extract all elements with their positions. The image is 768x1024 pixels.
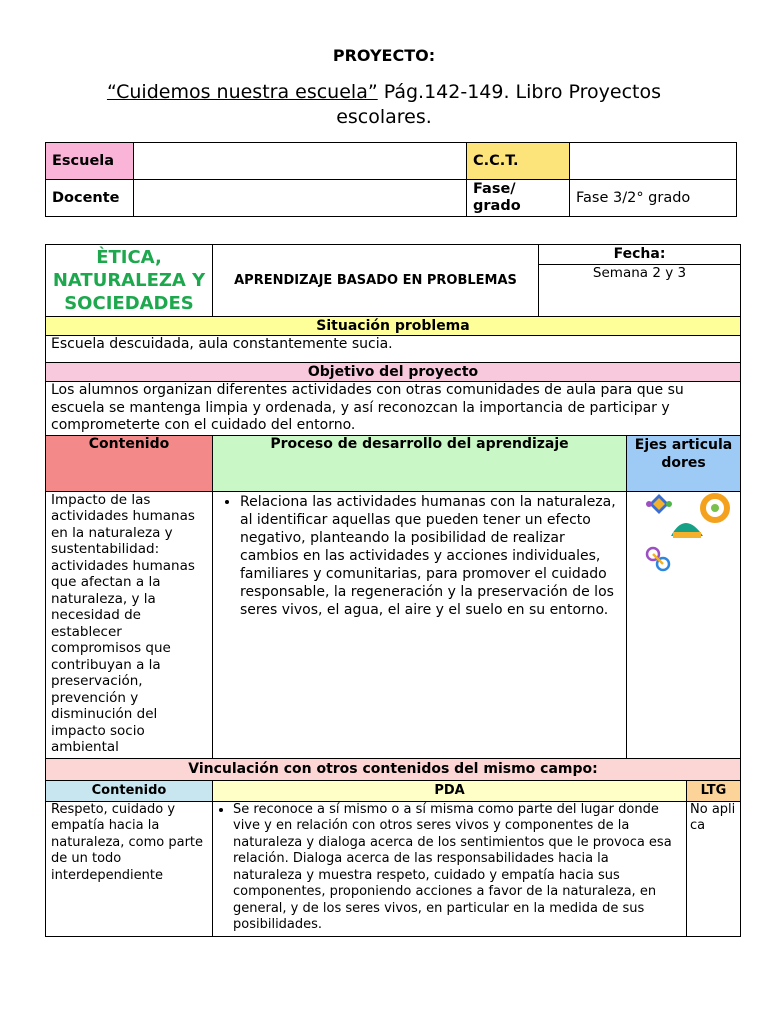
fase-field[interactable]: Fase 3/2° grado: [570, 180, 737, 217]
ejes-icon-3: [671, 523, 703, 538]
ltg-text: No aplica: [687, 801, 741, 936]
page-heading: PROYECTO:: [332, 46, 436, 65]
fecha-value: Semana 2 y 3: [539, 265, 741, 317]
ejes-icon-1: [646, 494, 672, 514]
project-title: [70, 80, 698, 130]
escuela-label: Escuela: [46, 143, 134, 180]
objetivo-text: Los alumnos organizan diferentes actividades con otras comunidades de aula para que su escuela se mantenga limpia y ordenada, y así reconozcan la importancia de participar y comprometerte con el cuidado del entorno.: [46, 382, 741, 436]
ejes-icon-2: [703, 496, 727, 520]
pda-text: • Se reconoce a sí mismo o a sí misma como parte del lugar donde vive y en relación con otros seres vivos y componentes de la naturaleza y dialoga acerca de los sentimientos que le provoca esa relación. Dialoga acerca de las responsabilidades hacia la naturaleza y muestra respeto, cuidado y empatía hacia sus componentes, proponiendo acciones a favor de la naturaleza, en general, y de los seres vivos, en particular en la medida de sus posibilidades.: [233, 802, 682, 934]
situacion-label: Situación problema: [46, 317, 741, 336]
metodologia: APRENDIZAJE BASADO EN PROBLEMAS: [213, 245, 539, 317]
fecha-label: Fecha:: [539, 245, 741, 265]
ltg-header: LTG: [687, 780, 741, 801]
objetivo-label: Objetivo del proyecto: [46, 363, 741, 382]
proceso-cell: [213, 491, 627, 758]
contenido2-text: Respeto, cuidado y empatía hacia la naturaleza, como parte de un todo interdependiente: [46, 801, 213, 936]
ejes-icons-graphic: [627, 492, 741, 592]
project-reference: Pág.142-149. Libro Proyectos escolares.: [336, 81, 662, 128]
project-name: “Cuidemos nuestra escuela”: [106, 81, 378, 103]
ejes-icon-4: [647, 548, 669, 570]
fase-label: Fase/ grado: [467, 180, 570, 217]
proceso-header: Proceso de desarrollo del aprendizaje: [213, 435, 627, 491]
vinculacion-label: Vinculación con otros contenidos del mismo campo:: [46, 758, 741, 780]
pda-cell: [213, 801, 687, 936]
cct-field[interactable]: [570, 143, 737, 180]
proceso-text: • Relaciona las actividades humanas con la naturaleza, al identificar aquellas que pueden tener un efecto negativo, planteando la posibilidad de realizar cambios en las actividades y acciones individuales, familiares y comunitarias, para promover el cuidado responsable, la regeneración y la preservación de los seres vivos, el agua, el aire y el suelo en su entorno.: [240, 493, 621, 619]
pda-header: PDA: [213, 780, 687, 801]
situacion-text: Escuela descuidada, aula constantemente sucia.: [46, 336, 741, 363]
contenido-header: Contenido: [46, 435, 213, 491]
escuela-field[interactable]: [134, 143, 467, 180]
info-table: [45, 142, 737, 217]
campo-formativo: ÈTICA, NATURALEZA Y SOCIEDADES: [46, 245, 213, 317]
cct-label: C.C.T.: [467, 143, 570, 180]
contenido2-header: Contenido: [46, 780, 213, 801]
contenido-text: Impacto de las actividades humanas en la naturaleza y sustentabilidad: actividades humanas que afectan a la naturaleza, y la necesidad de establecer compromisos que contribuyan a la preservación, prevención y disminución del impacto socio ambiental: [46, 491, 213, 758]
docente-label: Docente: [46, 180, 134, 217]
ejes-icons: [627, 491, 741, 758]
planning-table: [45, 244, 741, 937]
ejes-header: Ejes articuladores: [627, 435, 741, 491]
docente-field[interactable]: [134, 180, 467, 217]
